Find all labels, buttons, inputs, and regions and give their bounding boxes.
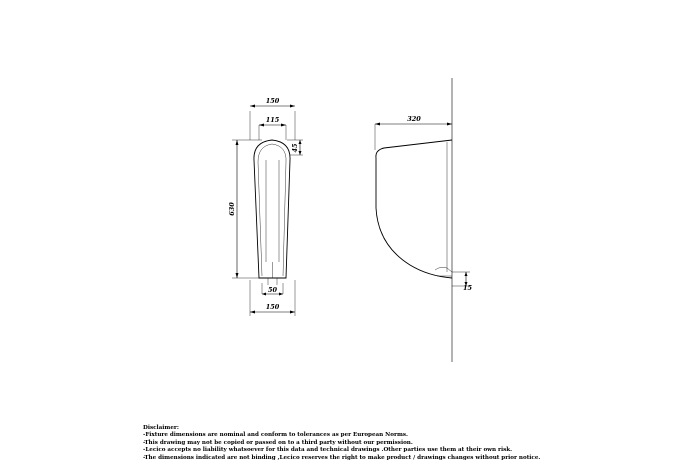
dim-front-side-small: 45 bbox=[291, 143, 299, 153]
dim-side-bottom-offset: 15 bbox=[463, 284, 473, 292]
front-view bbox=[228, 97, 303, 316]
dim-front-bottom-outer: 150 bbox=[265, 303, 280, 311]
side-view bbox=[375, 78, 473, 362]
dim-front-top-outer: 150 bbox=[265, 97, 280, 105]
dim-front-top-inner: 115 bbox=[265, 116, 280, 124]
disclaimer-title: Disclaimer: bbox=[143, 425, 179, 431]
dim-front-bottom-inner: 50 bbox=[267, 286, 278, 294]
disclaimer-line: -The dimensions indicated are not binding ,Lecico reserves the right to make product / drawings changes without prior notice. bbox=[143, 454, 541, 461]
dim-front-height: 630 bbox=[228, 202, 236, 216]
disclaimer-block bbox=[143, 425, 663, 462]
disclaimer-line: -This drawing may not be copied or passed on to a third party without our permission. bbox=[143, 439, 413, 446]
disclaimer-line: -Fixture dimensions are nominal and conform to tolerances as per European Norms. bbox=[143, 432, 408, 439]
dim-side-depth: 320 bbox=[407, 115, 421, 123]
disclaimer-line: -Lecico accepts no liability whatsoever for this data and technical drawings .Other parties use them at their own risk. bbox=[143, 447, 513, 454]
